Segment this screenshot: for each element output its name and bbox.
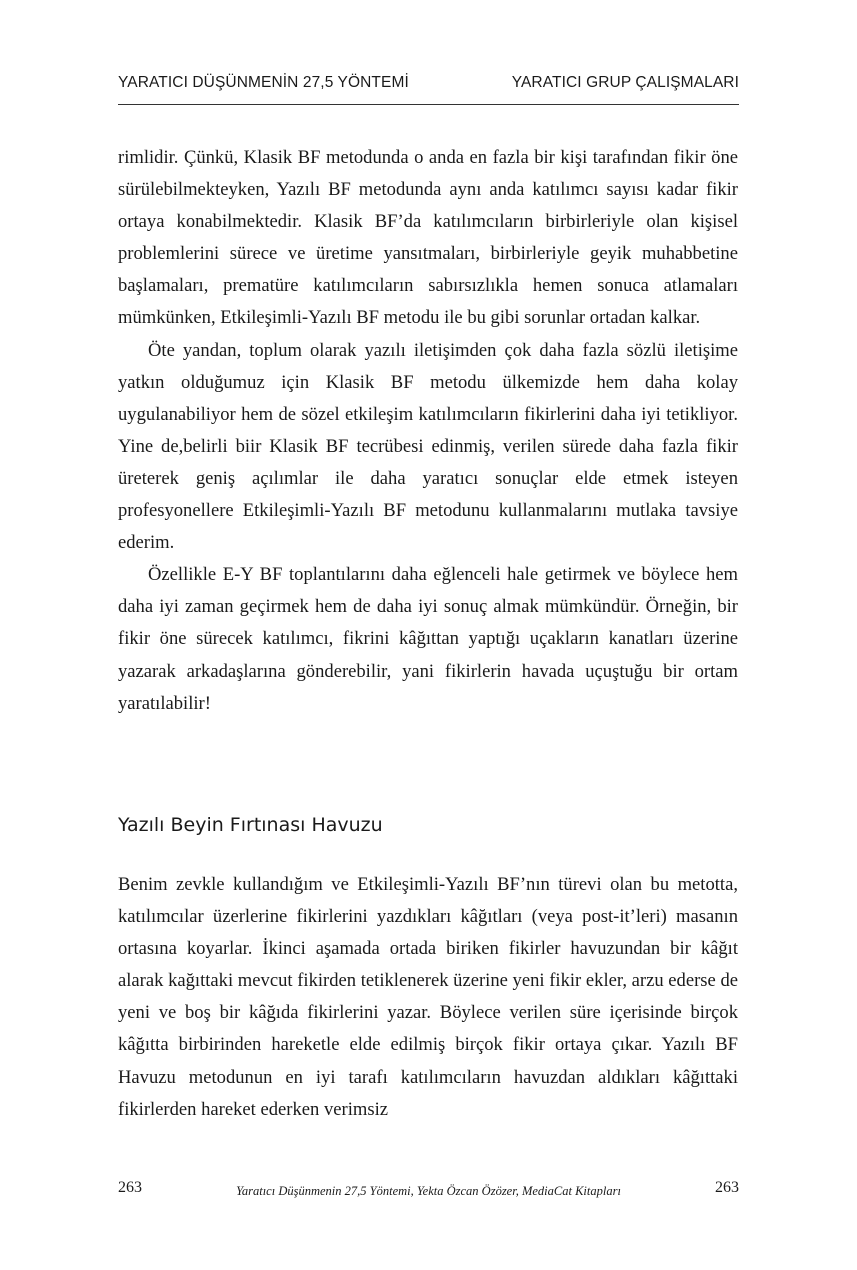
section-paragraph: Benim zevkle kullandığım ve Etkileşimli-Yazılı BF’nın türevi olan bu metotta, katılımcılar üzerlerine fikirlerini yazdıkları kâğıtları (veya post-it’leri) masanın ortasına koyarlar. İkinci aşamada ortada biriken fikirler havuzundan bir kâğıt alarak kağıttaki mevcut fikirden tetiklenerek üzerine yeni fikir ekler, arzu ederse de yeni ve boş bir kâğıda fikirlerini yazar. Böylece verilen süre içerisinde birçok kâğıtta birbirinden hareketle elde edilmiş birçok fikir ortaya çıkar. Yazılı BF Havuzu metodunun en iyi tarafı katılımcıların havuzdan aldıkları kâğıttaki fikirlerden hareket ederken verimsiz <box>118 874 738 1120</box>
page-number-right: 263 <box>715 1179 739 1196</box>
page-number-left: 263 <box>118 1179 142 1196</box>
header-book-title: YARATICI DÜŞÜNMENİN 27,5 YÖNTEMİ <box>118 74 409 91</box>
section-text <box>118 869 738 1126</box>
section-heading: Yazılı Beyin Fırtınası Havuzu <box>118 814 383 836</box>
header-rule <box>118 104 739 105</box>
paragraph: Öte yandan, toplum olarak yazılı iletişimden çok daha fazla sözlü iletişime yatkın olduğumuz için Klasik BF metodu ülkemizde hem daha kolay uygulanabiliyor hem de sözel etkileşim katılımcıların fikirlerini daha iyi tetikliyor. Yine de,belirli biir Klasik BF tecrübesi edinmiş, verilen sürede daha fazla fikir üreterek geniş açılımlar ile daha yaratıcı sonuçlar elde etmek isteyen profesyonellere Etkileşimli-Yazılı BF metodunu kullanmalarını mutlaka tavsiye ederim. <box>118 339 738 554</box>
page-footer <box>118 1179 739 1203</box>
main-text <box>118 142 738 720</box>
footer-credit: Yaratıcı Düşünmenin 27,5 Yöntemi, Yekta Özcan Özözer, MediaCat Kitapları <box>236 1184 621 1198</box>
paragraph-continued: rimlidir. Çünkü, Klasik BF metodunda o anda en fazla bir kişi tarafından fikir öne sürülebilmekteyken, Yazılı BF metodunda aynı anda katılımcı sayısı kadar fikir ortaya konabilmektedir. Klasik BF’da katılımcıların birbirleriyle olan kişisel problemlerini sürece ve üretime yansıtmaları, birbirleriyle geyik muhabbetine başlamaları, prematüre katılımcıların sabırsızlıkla hemen sonuca atlamaları mümkünken, Etkileşimli-Yazılı BF metodu ile bu gibi sorunlar ortadan kalkar. <box>118 147 738 329</box>
header-chapter-title: YARATICI GRUP ÇALIŞMALARI <box>511 74 739 91</box>
running-header <box>118 74 739 104</box>
paragraph: Özellikle E-Y BF toplantılarını daha eğlenceli hale getirmek ve böylece hem daha iyi zaman geçirmek hem de daha iyi sonuç almak mümkündür. Örneğin, bir fikir öne sürecek katılımcı, fikrini kâğıttan yaptığı uçakların kanatları üzerine yazarak arkadaşlarına gönderebilir, yani fikirlerin havada uçuştuğu bir ortam yaratılabilir! <box>118 564 738 714</box>
